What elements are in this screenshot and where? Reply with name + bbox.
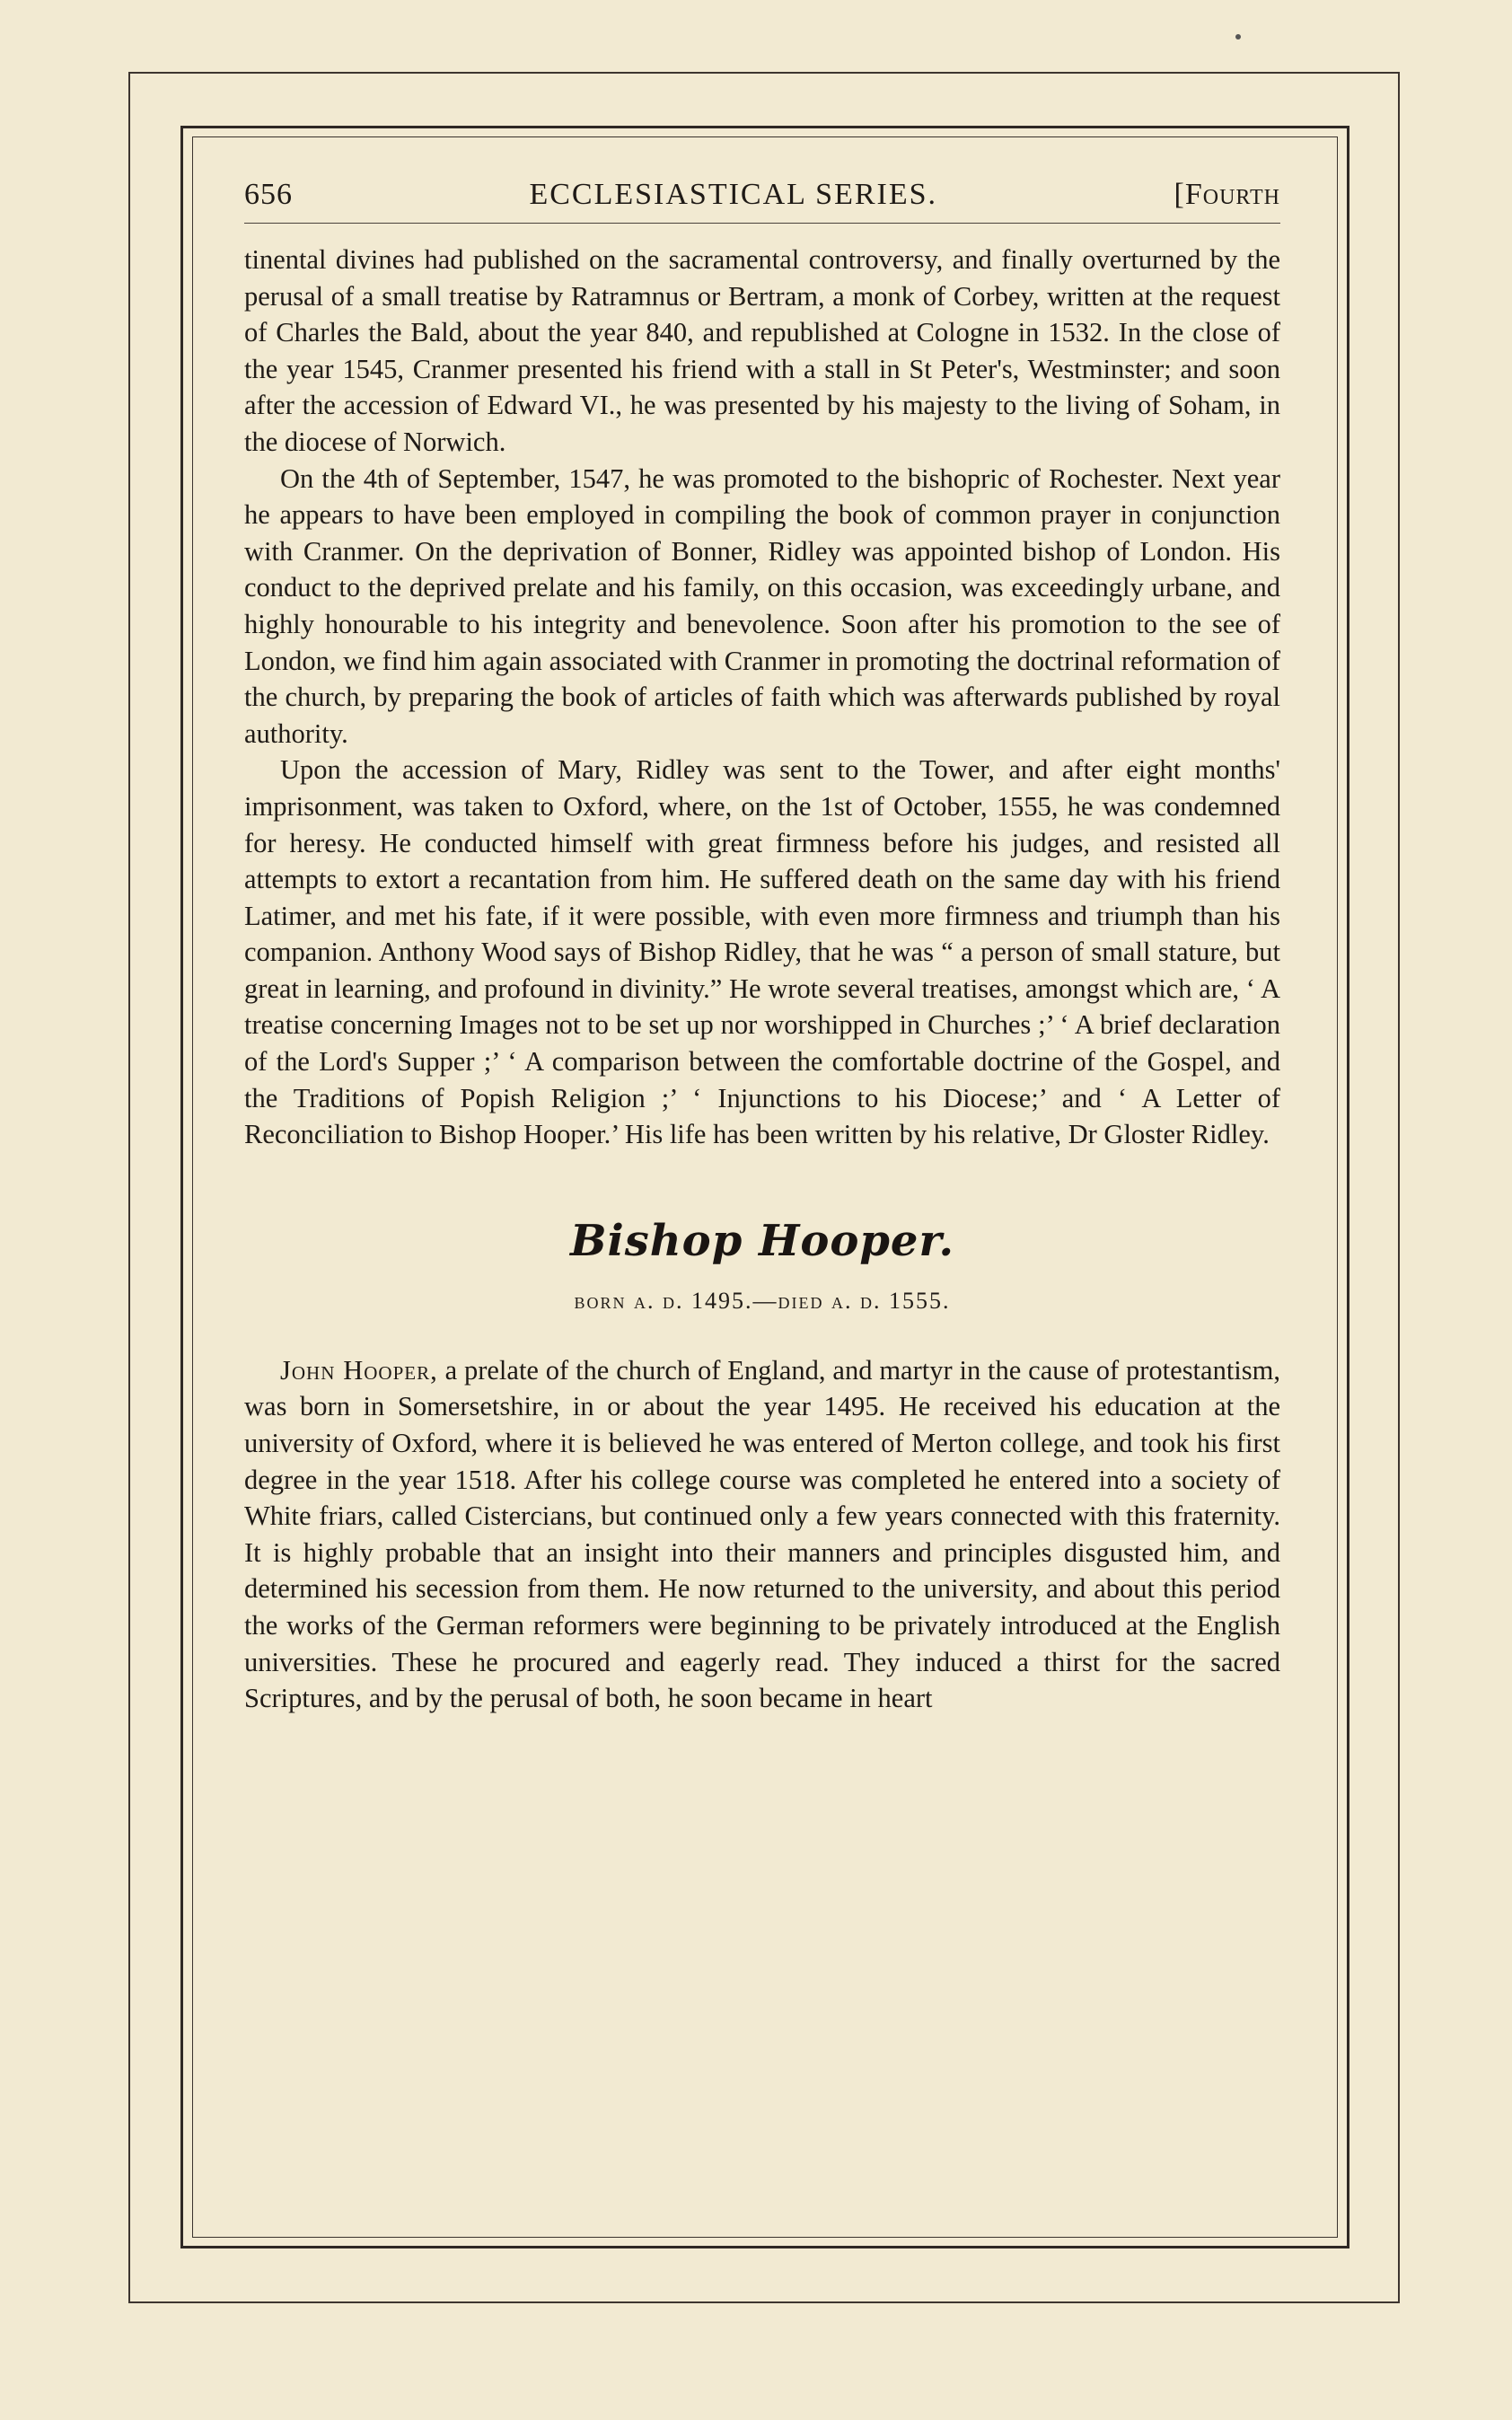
page-content [244, 171, 1280, 2209]
page-number: 656 [244, 178, 293, 211]
running-head-right: [Fourth [1174, 178, 1280, 211]
paragraph-2: On the 4th of September, 1547, he was promoted to the bishopric of Rochester. Next year he appears to have been employed in compiling the book of common prayer in conjunction with Cranmer. On the deprivation of Bonner, Ridley was appointed bishop of London. His conduct to the deprived prelate and his family, on this occasion, was exceedingly urbane, and highly honourable to his integrity and benevolence. Soon after his promotion to the see of London, we find him again associated with Cranmer in promoting the doctrinal reformation of the church, by preparing the book of articles of faith which was afterwards published by royal authority. [244, 462, 1280, 749]
section-paragraph-text: a prelate of the church of England, and martyr in the cause of protestantism, was born in Somersetshire, in or about the year 1495. He received his education at the university of Oxford, where it is believed he was entered of Merton college, and took his first degree in the year 1518. After his college course was completed he entered into a society of White friars, called Cistercians, but continued only a few years connected with this fraternity. It is highly probable that an insight into their manners and principles disgusted him, and determined his secession from them. He now returned to the university, and about this period the works of the German reformers were beginning to be privately introduced at the English universities. These he procured and eagerly read. They induced a thirst for the sacred Scriptures, and by the perusal of both, he soon became in heart [244, 1354, 1280, 1714]
paragraph-1: tinental divines had published on the sacramental controversy, and finally overturned by the perusal of a small treatise by Ratramnus or Bertram, a monk of Corbey, written at the request of Charles the Bald, about the year 840, and republished at Cologne in 1532. In the close of the year 1545, Cranmer presented his friend with a stall in St Peter's, Westminster; and soon after the accession of Edward VI., he was presented by his majesty to the living of Soham, in the diocese of Norwich. [244, 244, 1280, 457]
lead-name: John Hooper, [280, 1354, 438, 1386]
header-rule [244, 223, 1280, 224]
ink-speck [1235, 34, 1241, 40]
body-text [244, 242, 1280, 1153]
section-dates: born a. d. 1495.—died a. d. 1555. [574, 1287, 951, 1314]
running-head [244, 178, 1280, 212]
section-heading: Bishop Hooper. [569, 1215, 955, 1266]
section-body [244, 1352, 1280, 1717]
section-paragraph [244, 1352, 1280, 1717]
running-title: ECCLESIASTICAL SERIES. [529, 178, 938, 211]
paragraph-3: Upon the accession of Mary, Ridley was sent to the Tower, and after eight months' imprisonment, was taken to Oxford, where, on the 1st of October, 1555, he was condemned for heresy. He conducted himself with great firmness before his judges, and resisted all attempts to extort a recantation from him. He suffered death on the same day with his friend Latimer, and met his fate, if it were possible, with even more firmness and triumph than his companion. Anthony Wood says of Bishop Ridley, that he was “ a person of small stature, but great in learning, and profound in divinity.” He wrote several treatises, amongst which are, ‘ A treatise concerning Images not to be set up nor worshipped in Churches ;’ ‘ A brief declaration of the Lord's Supper ;’ ‘ A comparison between the comfortable doctrine of the Gospel, and the Traditions of Popish Religion ;’ ‘ Injunctions to his Diocese;’ and ‘ A Letter of Reconciliation to Bishop Hooper.’ His life has been written by his relative, Dr Gloster Ridley. [244, 754, 1280, 1150]
